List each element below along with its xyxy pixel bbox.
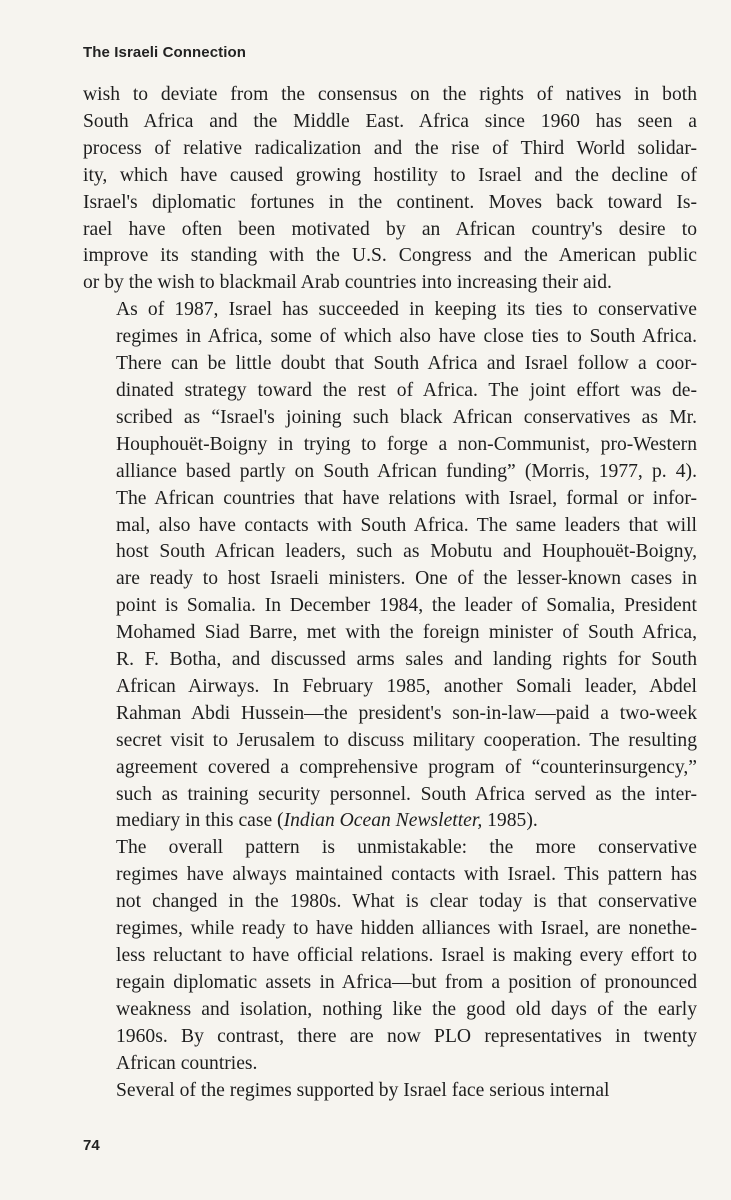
text-line: regimes in Africa, some of which also have close ties to South Africa.: [116, 326, 697, 348]
text-line: are ready to host Israeli ministers. One of the lesser-known cases in: [116, 568, 697, 590]
text-line: There can be little doubt that South Africa and Israel follow a coor-: [116, 353, 697, 375]
text-line: Rahman Abdi Hussein—the president's son-in-law—paid a two-week: [116, 702, 697, 724]
text-line: African countries.: [116, 1052, 258, 1074]
paragraph-1: [83, 82, 697, 297]
text-line-last: [83, 808, 697, 835]
text-line: dinated strategy toward the rest of Africa. The joint effort was de-: [116, 379, 697, 401]
text-line: Mohamed Siad Barre, met with the foreign minister of South Africa,: [116, 622, 697, 644]
text-line: Houphouët-Boigny in trying to forge a non-Communist, pro-Western: [116, 433, 697, 455]
text-line: weakness and isolation, nothing like the good old days of the early: [116, 998, 697, 1020]
citation-italic: Indian Ocean Newsletter,: [283, 810, 483, 832]
text-line: Several of the regimes supported by Israel face serious internal: [116, 1079, 610, 1101]
text-line: rael have often been motivated by an African country's desire to: [83, 218, 697, 240]
text-line: regimes have always maintained contacts with Israel. This pattern has: [116, 864, 697, 886]
text-line: wish to deviate from the consensus on the rights of natives in both: [83, 84, 697, 105]
text-line: alliance based partly on South African funding” (Morris, 1977, p. 4).: [116, 460, 697, 482]
text-line: such as training security personnel. South Africa served as the inter-: [116, 783, 697, 805]
text-line: less reluctant to have official relations. Israel is making every effort to: [116, 945, 697, 966]
text-line: ity, which have caused growing hostility to Israel and the decline of: [83, 164, 697, 186]
text-line: African Airways. In February 1985, another Somali leader, Abdel: [116, 675, 697, 697]
text-line: regimes, while ready to have hidden alliances with Israel, are nonethe-: [116, 918, 697, 940]
text-fragment: 1985).: [482, 810, 538, 832]
text-line: secret visit to Jerusalem to discuss military cooperation. The resulting: [116, 729, 697, 751]
text-line: or by the wish to blackmail Arab countries into increasing their aid.: [83, 272, 612, 294]
paragraph-4: [83, 1078, 697, 1105]
text-line: scribed as “Israel's joining such black African conservatives as Mr.: [116, 406, 697, 428]
paragraph-3: [83, 835, 697, 1077]
text-line: Israel's diplomatic fortunes in the continent. Moves back toward Is-: [83, 191, 697, 213]
text-line: The overall pattern is unmistakable: the more conservative: [116, 837, 697, 859]
text-line: R. F. Botha, and discussed arms sales and landing rights for South: [116, 649, 697, 671]
text-line: 1960s. By contrast, there are now PLO representatives in twenty: [116, 1025, 697, 1047]
text-line: South Africa and the Middle East. Africa since 1960 has seen a: [83, 110, 697, 132]
text-line: point is Somalia. In December 1984, the leader of Somalia, President: [116, 595, 697, 617]
body-text: [83, 82, 697, 1104]
paragraph-2: [83, 297, 697, 835]
text-line: mal, also have contacts with South Africa. The same leaders that will: [116, 514, 697, 536]
running-head: The Israeli Connection: [83, 44, 247, 61]
text-line: host South African leaders, such as Mobutu and Houphouët-Boigny,: [116, 541, 697, 563]
text-line: process of relative radicalization and the rise of Third World solidar-: [83, 137, 697, 159]
text-fragment: mediary in this case (: [116, 810, 284, 832]
text-line: regain diplomatic assets in Africa—but from a position of pronounced: [116, 971, 697, 993]
text-line: As of 1987, Israel has succeeded in keeping its ties to conservative: [116, 299, 697, 321]
text-line: not changed in the 1980s. What is clear today is that conservative: [116, 891, 697, 913]
page-number: 74: [83, 1137, 100, 1154]
text-line: The African countries that have relations with Israel, formal or infor-: [116, 487, 697, 509]
text-line: agreement covered a comprehensive program of “counterinsurgency,”: [116, 756, 697, 778]
text-line: improve its standing with the U.S. Congress and the American public: [83, 245, 697, 267]
